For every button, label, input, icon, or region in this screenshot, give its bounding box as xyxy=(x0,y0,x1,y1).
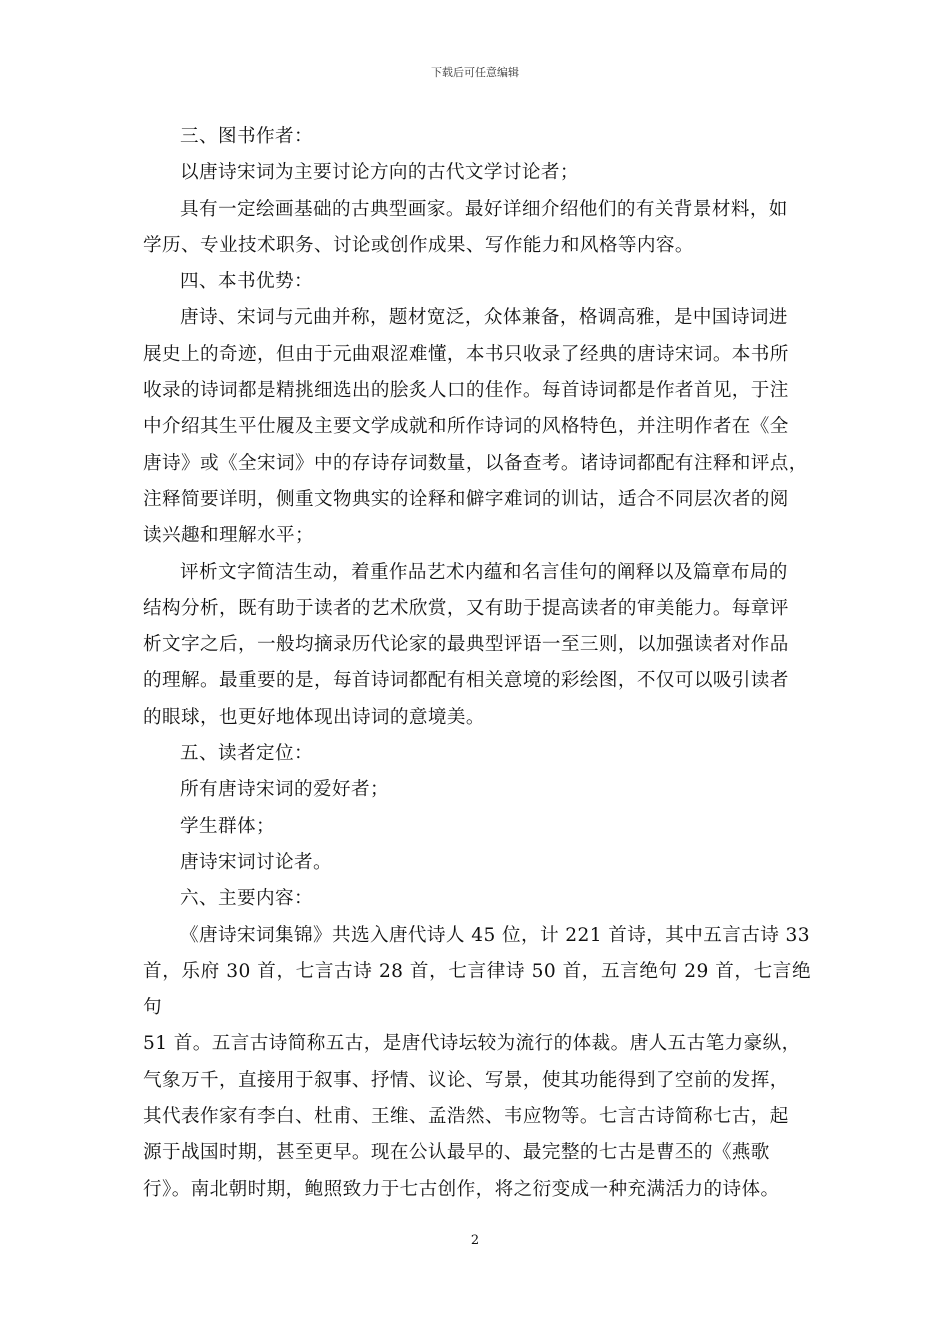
text-line: 五、读者定位： xyxy=(180,743,313,765)
text-line: 唐诗宋词讨论者。 xyxy=(180,851,332,873)
page-header: 下载后可任意编辑 xyxy=(431,66,519,79)
text-line: 读兴趣和理解水平； xyxy=(143,525,314,547)
text-line: 《唐诗宋词集锦》共选入唐代诗人 45 位，计 221 首诗，其中五言古诗 33 xyxy=(180,924,810,946)
text-line: 行》。南北朝时期，鲍照致力于七古创作，将之衍变成一种充满活力的诗体。 xyxy=(143,1178,780,1200)
text-line: 学生群体； xyxy=(180,815,275,837)
text-line: 51 首。五言古诗简称五古，是唐代诗坛较为流行的体裁。唐人五古笔力豪纵， xyxy=(143,1033,801,1055)
text-line: 其代表作家有李白、杜甫、王维、孟浩然、韦应物等。七言古诗简称七古，起 xyxy=(143,1106,789,1128)
text-line: 气象万千，直接用于叙事、抒情、议论、写景，使其功能得到了空前的发挥， xyxy=(143,1069,789,1091)
text-line: 结构分析，既有助于读者的艺术欣赏，又有助于提高读者的审美能力。每章评 xyxy=(143,597,789,619)
body-text xyxy=(143,119,811,1208)
text-line: 的理解。最重要的是，每首诗词都配有相关意境的彩绘图，不仅可以吸引读者 xyxy=(143,670,789,692)
text-line: 学历、专业技术职务、讨论或创作成果、写作能力和风格等内容。 xyxy=(143,234,694,256)
text-line: 展史上的奇迹，但由于元曲艰涩难懂，本书只收录了经典的唐诗宋词。本书所 xyxy=(143,343,789,365)
text-line: 评析文字简洁生动，着重作品艺术内蕴和名言佳句的阐释以及篇章布局的 xyxy=(180,561,788,583)
text-line: 收录的诗词都是精挑细选出的脍炙人口的佳作。每首诗词都是作者首见，于注 xyxy=(143,380,789,402)
text-line: 注释简要详明，侧重文物典实的诠释和僻字难词的训诂，适合不同层次者的阅 xyxy=(143,488,789,510)
text-line: 具有一定绘画基础的古典型画家。最好详细介绍他们的有关背景材料，如 xyxy=(180,198,788,220)
text-line: 源于战国时期，甚至更早。现在公认最早的、最完整的七古是曹丕的《燕歌 xyxy=(143,1142,770,1164)
text-line: 唐诗》或《全宋词》中的存诗存词数量，以备查考。诸诗词都配有注释和评点， xyxy=(143,452,808,474)
text-line: 四、本书优势： xyxy=(180,271,313,293)
text-line: 六、主要内容： xyxy=(180,888,313,910)
text-line: 三、图书作者： xyxy=(180,126,313,147)
text-line: 析文字之后，一般均摘录历代论家的最典型评语一至三则，以加强读者对作品 xyxy=(143,634,789,656)
text-line: 唐诗、宋词与元曲并称，题材宽泛，众体兼备，格调高雅，是中国诗词进 xyxy=(180,307,788,329)
text-line: 所有唐诗宋词的爱好者； xyxy=(180,779,389,801)
text-line: 以唐诗宋词为主要讨论方向的古代文学讨论者； xyxy=(180,162,579,184)
text-line: 首，乐府 30 首，七言古诗 28 首，七言律诗 50 首，五言绝句 29 首，七言绝句 xyxy=(143,960,811,1019)
text-line: 中介绍其生平仕履及主要文学成就和所作诗词的风格特色，并注明作者在《全 xyxy=(143,416,789,438)
text-line: 的眼球，也更好地体现出诗词的意境美。 xyxy=(143,706,485,728)
page-number: 2 xyxy=(470,1233,480,1248)
